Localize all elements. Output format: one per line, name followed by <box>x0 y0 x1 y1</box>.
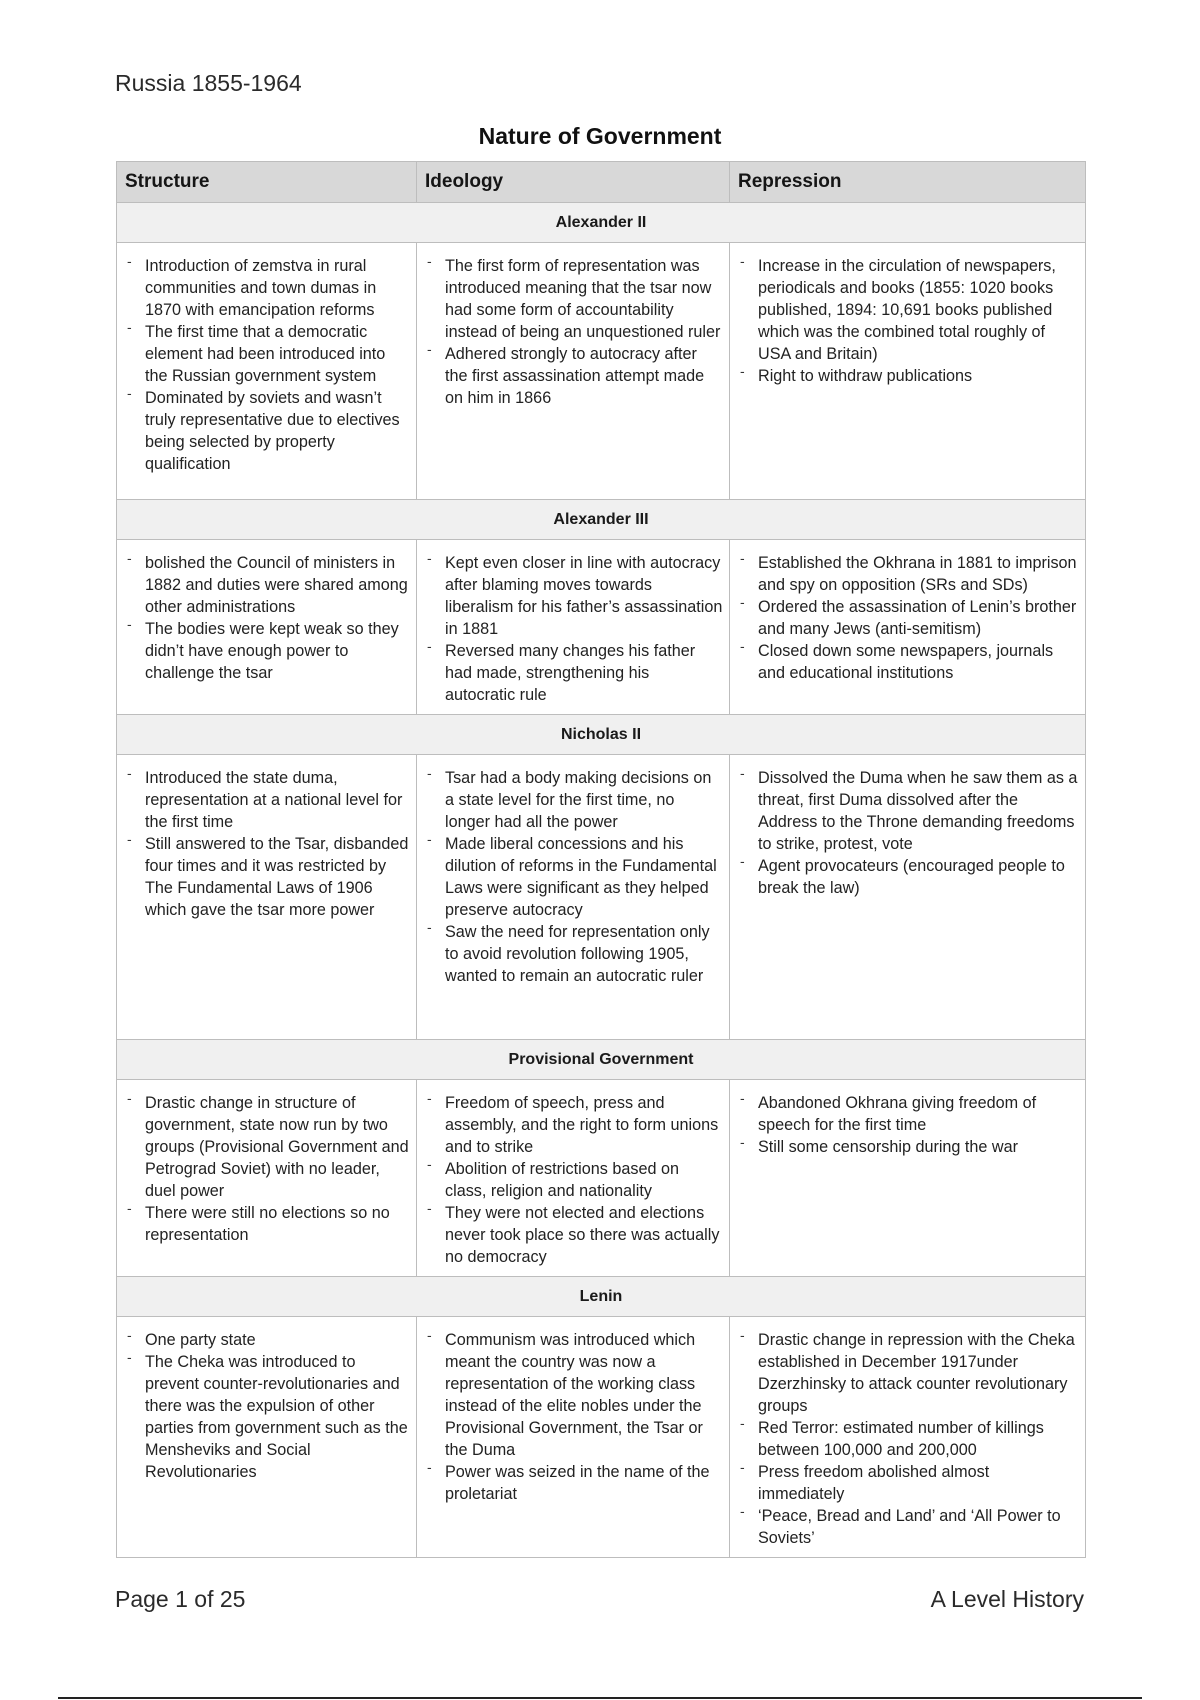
repression-bullet-list <box>730 755 1085 907</box>
bullet-point: ‐ The bodies were kept weak so they didn’t have enough power to challenge the tsar <box>145 618 410 684</box>
repression-cell <box>730 243 1086 500</box>
bullet-point: ‐ There were still no elections so no representation <box>145 1202 410 1246</box>
ideology-bullet-list <box>417 755 729 995</box>
era-heading: Alexander III <box>117 500 1086 540</box>
era-heading: Alexander II <box>117 203 1086 243</box>
bullet-point: ‐ Closed down some newspapers, journals and educational institutions <box>758 640 1079 684</box>
ideology-cell <box>417 1317 730 1558</box>
bullet-point: ‐ They were not elected and elections never took place so there was actually no democracy <box>445 1202 723 1268</box>
repression-cell <box>730 755 1086 1040</box>
bullet-point: ‐ Reversed many changes his father had made, strengthening his autocratic rule <box>445 640 723 706</box>
page-number: Page 1 of 25 <box>115 1586 246 1612</box>
content-row-nicholas-ii <box>117 755 1086 1040</box>
column-header-repression: Repression <box>730 162 1086 203</box>
era-heading: Lenin <box>117 1277 1086 1317</box>
era-row-alexander-ii <box>117 203 1086 243</box>
structure-cell <box>117 755 417 1040</box>
era-heading: Nicholas II <box>117 715 1086 755</box>
bullet-point: ‐ Red Terror: estimated number of killings between 100,000 and 200,000 <box>758 1417 1079 1461</box>
page-header: Russia 1855-1964 <box>115 70 302 96</box>
bullet-point: ‐ Adhered strongly to autocracy after the first assassination attempt made on him in 1866 <box>445 343 723 409</box>
bullet-point: ‐ Press freedom abolished almost immediately <box>758 1461 1079 1505</box>
bullet-point: ‐ Freedom of speech, press and assembly, and the right to form unions and to strike <box>445 1092 723 1158</box>
government-table <box>116 161 1086 1558</box>
bullet-point: ‐ Communism was introduced which meant the country was now a representation of the working class instead of the elite nobles under the Provisional Government, the Tsar or the Duma <box>445 1329 723 1461</box>
bullet-point: ‐ bolished the Council of ministers in 1882 and duties were shared among other administrations <box>145 552 410 618</box>
table-header-row <box>117 162 1086 203</box>
bullet-point: ‐ One party state <box>145 1329 410 1351</box>
column-header-ideology: Ideology <box>417 162 730 203</box>
structure-cell <box>117 540 417 715</box>
era-row-lenin <box>117 1277 1086 1317</box>
bullet-point: ‐ Established the Okhrana in 1881 to imprison and spy on opposition (SRs and SDs) <box>758 552 1079 596</box>
bullet-point: ‐ Made liberal concessions and his dilution of reforms in the Fundamental Laws were significant as they helped preserve autocracy <box>445 833 723 921</box>
ideology-cell <box>417 243 730 500</box>
structure-cell <box>117 1317 417 1558</box>
repression-bullet-list <box>730 1080 1085 1166</box>
bullet-point: ‐ Right to withdraw publications <box>758 365 1079 387</box>
repression-bullet-list <box>730 540 1085 692</box>
repression-cell <box>730 540 1086 715</box>
structure-bullet-list <box>117 1080 416 1254</box>
repression-cell <box>730 1080 1086 1277</box>
structure-bullet-list <box>117 755 416 929</box>
era-heading: Provisional Government <box>117 1040 1086 1080</box>
course-label: A Level History <box>930 1586 1084 1612</box>
era-row-alexander-iii <box>117 500 1086 540</box>
bullet-point: ‐ Still some censorship during the war <box>758 1136 1079 1158</box>
bullet-point: ‐ Power was seized in the name of the proletariat <box>445 1461 723 1505</box>
bullet-point: ‐ ‘Peace, Bread and Land’ and ‘All Power to Soviets’ <box>758 1505 1079 1549</box>
structure-cell <box>117 1080 417 1277</box>
bullet-point: ‐ Abolition of restrictions based on class, religion and nationality <box>445 1158 723 1202</box>
structure-cell <box>117 243 417 500</box>
repression-bullet-list <box>730 1317 1085 1557</box>
ideology-bullet-list <box>417 243 729 417</box>
ideology-cell <box>417 1080 730 1277</box>
bullet-point: ‐ Tsar had a body making decisions on a state level for the first time, no longer had all the power <box>445 767 723 833</box>
content-row-lenin <box>117 1317 1086 1558</box>
bullet-point: ‐ The first form of representation was introduced meaning that the tsar now had some form of accountability instead of being an unquestioned ruler <box>445 255 723 343</box>
bullet-point: ‐ Dissolved the Duma when he saw them as a threat, first Duma dissolved after the Address to the Throne demanding freedoms to strike, protest, vote <box>758 767 1079 855</box>
era-row-nicholas-ii <box>117 715 1086 755</box>
bullet-point: ‐ Ordered the assassination of Lenin’s brother and many Jews (anti-semitism) <box>758 596 1079 640</box>
ideology-bullet-list <box>417 1080 729 1276</box>
bullet-point: ‐ Still answered to the Tsar, disbanded four times and it was restricted by The Fundamental Laws of 1906 which gave the tsar more power <box>145 833 410 921</box>
content-row-provisional-government <box>117 1080 1086 1277</box>
structure-bullet-list <box>117 540 416 692</box>
document-title: Nature of Government <box>478 123 722 149</box>
ideology-cell <box>417 755 730 1040</box>
structure-bullet-list <box>117 1317 416 1491</box>
repression-bullet-list <box>730 243 1085 395</box>
bullet-point: ‐ Kept even closer in line with autocracy after blaming moves towards liberalism for his father’s assassination in 1881 <box>445 552 723 640</box>
ideology-cell <box>417 540 730 715</box>
era-row-provisional-government <box>117 1040 1086 1080</box>
bullet-point: ‐ Introduced the state duma, representation at a national level for the first time <box>145 767 410 833</box>
bullet-point: ‐ Dominated by soviets and wasn’t truly representative due to electives being selected by property qualification <box>145 387 410 475</box>
ideology-bullet-list <box>417 1317 729 1513</box>
content-row-alexander-ii <box>117 243 1086 500</box>
bullet-point: ‐ Abandoned Okhrana giving freedom of speech for the first time <box>758 1092 1079 1136</box>
bullet-point: ‐ Drastic change in structure of government, state now run by two groups (Provisional Government and Petrograd Soviet) with no leader, duel power <box>145 1092 410 1202</box>
structure-bullet-list <box>117 243 416 483</box>
bullet-point: ‐ Increase in the circulation of newspapers, periodicals and books (1855: 1020 books published, 1894: 10,691 books published which was the combined total roughly of USA and Britain) <box>758 255 1079 365</box>
bullet-point: ‐ Saw the need for representation only to avoid revolution following 1905, wanted to remain an autocratic ruler <box>445 921 723 987</box>
bullet-point: ‐ The first time that a democratic element had been introduced into the Russian government system <box>145 321 410 387</box>
bullet-point: ‐ Drastic change in repression with the Cheka established in December 1917under Dzerzhinsky to attack counter revolutionary groups <box>758 1329 1079 1417</box>
content-row-alexander-iii <box>117 540 1086 715</box>
bullet-point: ‐ The Cheka was introduced to prevent counter-revolutionaries and there was the expulsion of other parties from government such as the Mensheviks and Social Revolutionaries <box>145 1351 410 1483</box>
repression-cell <box>730 1317 1086 1558</box>
footer-rule <box>58 1697 1142 1699</box>
bullet-point: ‐ Introduction of zemstva in rural communities and town dumas in 1870 with emancipation reforms <box>145 255 410 321</box>
column-header-structure: Structure <box>117 162 417 203</box>
ideology-bullet-list <box>417 540 729 714</box>
bullet-point: ‐ Agent provocateurs (encouraged people to break the law) <box>758 855 1079 899</box>
